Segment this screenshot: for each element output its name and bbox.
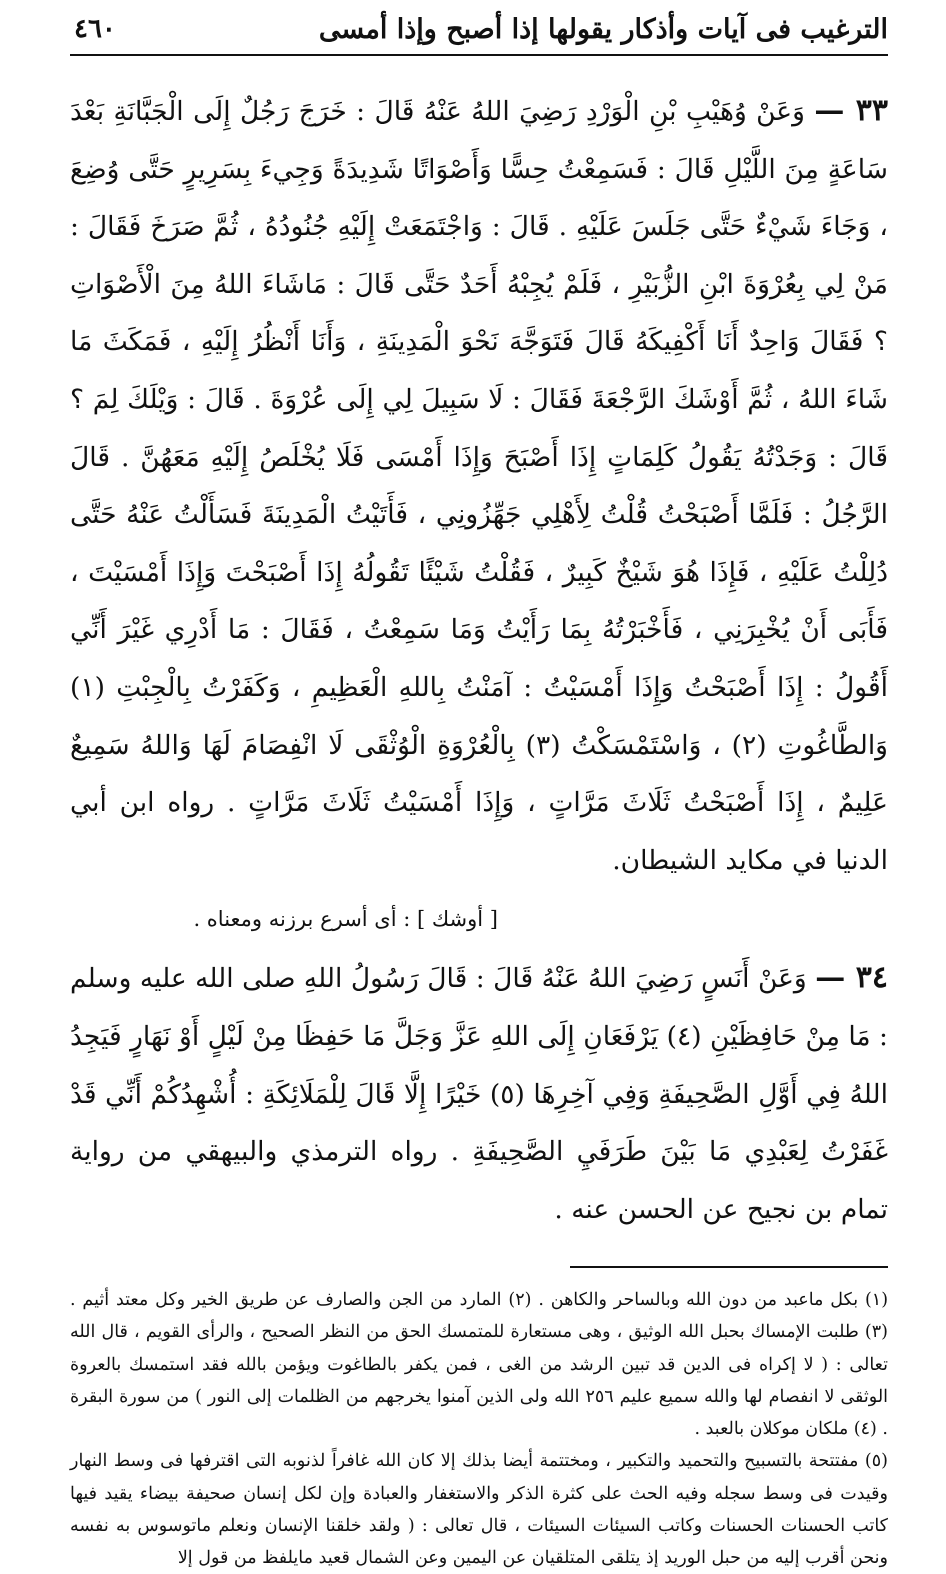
running-title: الترغيب فى آيات وأذكار يقولها إذا أصبح وإذا أمسى xyxy=(318,13,888,45)
hadith-text: وَعَنْ أَنَسٍ رَضِيَ اللهُ عَنْهُ قَالَ : قَالَ رَسُولُ اللهِ صلى الله عليه وسلم : مَا مِنْ حَافِظَيْنِ (٤) يَرْفَعَانِ إِلَى اللهِ عَزَّ وَجَلَّ مَا حَفِظَا مِنْ لَيْلٍ أَوْ نَهَارٍ فَيَجِدُ اللهُ فِي أَوَّلِ الصَّحِيفَةِ وَفِي آخِرِهَا (٥) خَيْرًا إِلَّا قَالَ لِلْمَلَائِكَةِ : أُشْهِدُكُمْ أَنِّي قَدْ غَفَرْتُ لِعَبْدِي مَا بَيْنَ طَرَفَيِ الصَّحِيفَةِ . رواه الترمذي والبيهقي من رواية تمام بن نجيح عن الحسن عنه . xyxy=(70,963,888,1225)
footnote: (٥) مفتتحة بالتسبيح والتحميد والتكبير ، ومختتمة أيضا بذلك إلا كان الله غافراً لذنوبه التى اقترفها فى وسط النهار وقيدت فى وسط سجله وفيه الحث على كثرة الذكر والاستغفار والعبادة وإن لكل إنسان صحيفة بيضاء يقيد فيها كاتب الحسنات الحسنات وكاتب السيئات السيئات ، قال تعالى : ( ولقد خلقنا الإنسان ونعلم ماتوسوس به نفسه ونحن أقرب إليه من حبل الوريد إذ يتلقى المتلقيان عن اليمين وعن الشمال قعيد مايلفظ من قول إلا xyxy=(70,1451,888,1568)
hadith-number: ٣٤ — xyxy=(815,960,888,996)
hadith-number: ٣٣ — xyxy=(814,93,888,128)
hadith-33 xyxy=(70,82,888,889)
footnotes xyxy=(70,1284,888,1574)
word-gloss: [ أوشك ] : أى أسرع برزنه ومعناه . xyxy=(193,907,498,932)
hadith-text: وَعَنْ وُهَيْبِ بْنِ الْوَرْدِ رَضِيَ اللهُ عَنْهُ قَالَ : خَرَجَ رَجُلٌ إِلَى الْجَبَّانَةِ بَعْدَ سَاعَةٍ مِنَ اللَّيْلِ قَالَ : فَسَمِعْتُ حِسًّا وَأَصْوَاتًا شَدِيدَةً وَجِيءَ بِسَرِيرٍ حَتَّى وُضِعَ ، وَجَاءَ شَيْءٌ حَتَّى جَلَسَ عَلَيْهِ . قَالَ : وَاجْتَمَعَتْ إِلَيْهِ جُنُودُهُ ، ثُمَّ صَرَخَ فَقَالَ : مَنْ لِي بِعُرْوَةَ ابْنِ الزُّبَيْرِ ، فَلَمْ يُجِبْهُ أَحَدٌ حَتَّى قَالَ : مَاشَاءَ اللهُ مِنَ الْأَصْوَاتِ ؟ فَقَالَ وَاحِدٌ أَنَا أَكْفِيكَهُ قَالَ فَتَوَجَّهَ نَحْوَ الْمَدِينَةِ ، وَأَنَا أَنْظُرُ إِلَيْهِ ، فَمَكَثَ مَا شَاءَ اللهُ ، ثُمَّ أَوْشَكَ الرَّجْعَةَ فَقَالَ : لَا سَبِيلَ لِي إِلَى عُرْوَةَ . قَالَ : وَيْلَكَ لِمَ ؟ قَالَ : وَجَدْتُهُ يَقُولُ كَلِمَاتٍ إِذَا أَصْبَحَ وَإِذَا أَمْسَى فَلَا يُخْلَصُ إِلَيْهِ مَعَهُنَّ . قَالَ الرَّجُلُ : فَلَمَّا أَصْبَحْتُ قُلْتُ لِأَهْلِي جَهِّزُونِي ، فَأَتَيْتُ الْمَدِينَةَ فَسَأَلْتُ عَنْهُ حَتَّى دُلِلْتُ عَلَيْهِ ، فَإِذَا هُوَ شَيْخٌ كَبِيرٌ ، فَقُلْتُ شَيْئًا تَقُولُهُ إِذَا أَصْبَحْتَ وَإِذَا أَمْسَيْتَ ، فَأَبَى أَنْ يُخْبِرَنِي ، فَأَخْبَرْتُهُ بِمَا رَأَيْتُ وَمَا سَمِعْتُ ، فَقَالَ : مَا أَدْرِي غَيْرَ أَنِّي أَقُولُ : إِذَا أَصْبَحْتُ وَإِذَا أَمْسَيْتُ : آمَنْتُ بِاللهِ الْعَظِيمِ ، وَكَفَرْتُ بِالْجِبْتِ (١) وَالطَّاغُوتِ (٢) ، وَاسْتَمْسَكْتُ (٣) بِالْعُرْوَةِ الْوُثْقَى لَا انْفِصَامَ لَهَا وَاللهُ سَمِيعٌ عَلِيمٌ ، إِذَا أَصْبَحْتُ ثَلَاثَ مَرَّاتٍ ، وَإِذَا أَمْسَيْتُ ثَلَاثَ مَرَّاتٍ . رواه ابن أبي الدنيا في مكايد الشيطان. xyxy=(70,96,888,876)
footnote-divider xyxy=(570,1266,888,1268)
page-number: ٤٦٠ xyxy=(74,14,116,44)
page-header xyxy=(70,0,888,56)
hadith-34 xyxy=(70,949,888,1238)
footnote: (١) بكل ماعبد من دون الله وبالساحر والكاهن . (٢) المارد من الجن والصارف عن طريق الخير وكل معتد أثيم . (٣) طلبت الإمساك بحبل الله الوثيق ، وهى مستعارة للمتمسك الحق من النظر الصحيح ، والرأى القويم ، قال الله تعالى : ( لا إكراه فى الدين قد تبين الرشد من الغى ، فمن يكفر بالطاغوت ويؤمن بالله فقد استمسك بالعروة الوثقى لا انفصام لها والله سميع عليم ٢٥٦ الله ولى الذين آمنوا يخرجهم من الظلمات إلى النور ) من سورة البقرة . (٤) ملكان موكلان بالعبد . xyxy=(70,1290,889,1440)
main-text xyxy=(70,82,888,1238)
